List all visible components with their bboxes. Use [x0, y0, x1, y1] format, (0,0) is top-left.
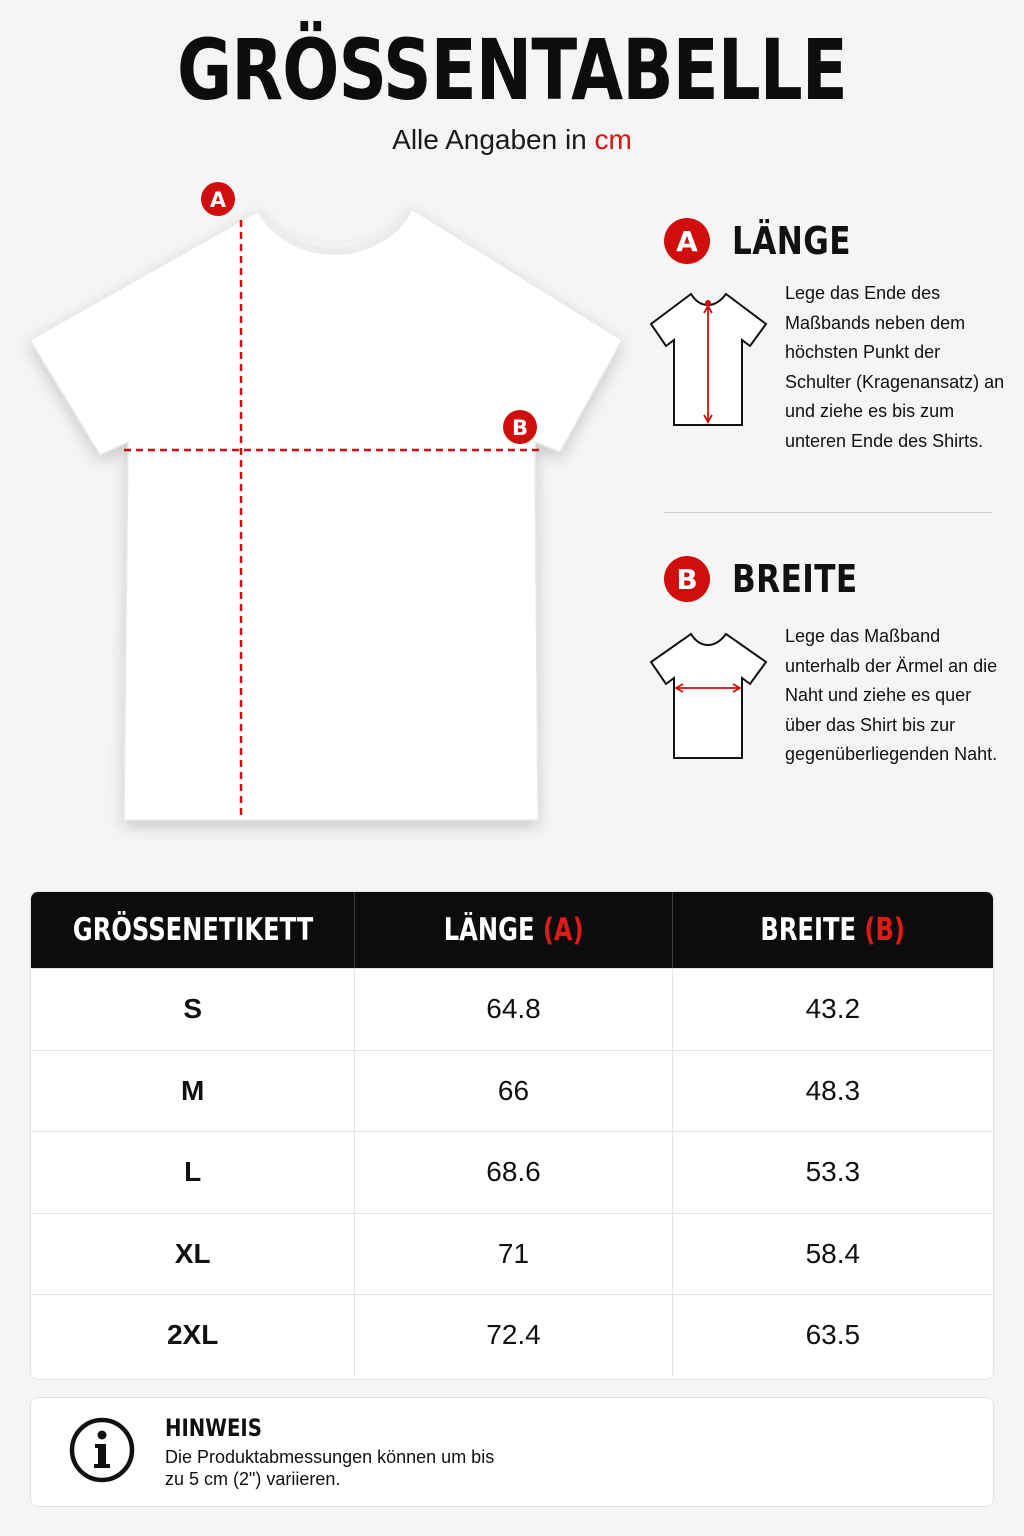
section-width-header	[664, 556, 885, 602]
length-cell: 64.8	[355, 969, 672, 1050]
header-length: LÄNGE (A)	[355, 892, 672, 968]
width-tshirt-icon	[646, 628, 772, 764]
table-row	[31, 1294, 993, 1376]
width-cell: 58.4	[805, 1237, 861, 1269]
page-subtitle	[0, 124, 1024, 156]
size-cell: M	[31, 1051, 355, 1132]
header-size-label: GRÖSSENETIKETT	[31, 892, 355, 968]
width-cell: 63.5	[805, 1319, 861, 1351]
size-table	[30, 891, 994, 1380]
width-cell: 53.3	[805, 1156, 861, 1188]
table-header	[31, 892, 993, 968]
size-cell: 2XL	[31, 1295, 355, 1376]
size-cell: L	[31, 1132, 355, 1213]
table-row	[31, 1213, 993, 1295]
length-cell: 71	[355, 1214, 672, 1295]
info-icon	[69, 1417, 135, 1483]
unit-label: cm	[594, 124, 632, 155]
width-cell: 48.3	[805, 1074, 861, 1106]
subtitle-prefix: Alle Angaben in	[392, 124, 587, 155]
note-title: HINWEIS	[165, 1414, 262, 1442]
marker-b-label: B	[511, 416, 529, 440]
table-row	[31, 1131, 993, 1213]
tshirt-body-shape	[30, 208, 622, 820]
section-width-description: Lege das Maßband unterhalb der Ärmel an die Naht und ziehe es quer über das Shirt bis zur gegenüberliegenden Naht.	[785, 626, 998, 764]
section-length-description: Lege das Ende des Maßbands neben dem höchsten Punkt der Schulter (Kragenansatz) an und ziehe es bis zum unteren Ende des Shirts.	[785, 283, 1005, 451]
section-width-title: BREITE	[732, 557, 858, 601]
marker-a-label: A	[209, 188, 227, 212]
section-width-badge: B	[664, 556, 710, 602]
section-length-badge: A	[664, 218, 710, 264]
length-cell: 68.6	[355, 1132, 672, 1213]
section-divider	[664, 512, 992, 513]
width-cell: 43.2	[805, 993, 861, 1025]
length-cell: 72.4	[355, 1295, 672, 1376]
page-title: GRÖSSENTABELLE	[176, 21, 848, 119]
note-text: Die Produktabmessungen können um bis zu 5 cm (2") variieren.	[165, 1447, 495, 1489]
length-cell: 66	[355, 1051, 672, 1132]
section-length-title: LÄNGE	[732, 219, 851, 263]
tshirt-measurement-diagram	[20, 180, 640, 840]
size-cell: XL	[31, 1214, 355, 1295]
table-row	[31, 1050, 993, 1132]
table-row	[31, 968, 993, 1050]
note-box	[30, 1397, 994, 1507]
header-width: BREITE (B)	[760, 912, 906, 948]
size-cell: S	[31, 969, 355, 1050]
section-length-header	[664, 218, 877, 264]
length-tshirt-icon	[646, 288, 772, 430]
